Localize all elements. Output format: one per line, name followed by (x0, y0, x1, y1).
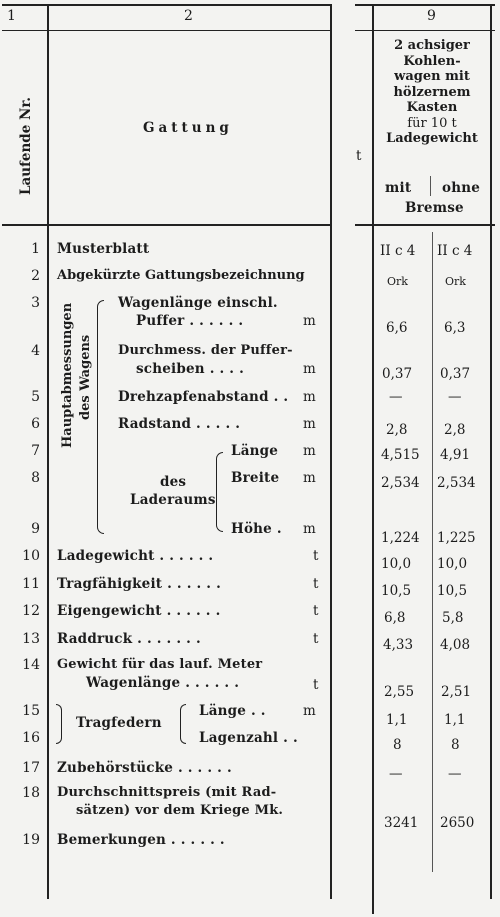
value-mit: 2,8 (386, 422, 408, 438)
row-label: Lagenzahl . . (199, 730, 298, 746)
value-mit: 10,5 (381, 583, 412, 599)
des-wagens-label: des Wagens (78, 334, 93, 420)
row-unit: t (313, 603, 319, 619)
row-label: Musterblatt (57, 241, 150, 257)
col1-right-rule (47, 4, 49, 899)
hauptab-brace (97, 300, 104, 534)
value-ohne: 4,08 (440, 637, 471, 653)
row-label: Breite (231, 470, 280, 486)
col9-title-line: für 10 t (407, 115, 457, 131)
value-mit: II c 4 (380, 243, 416, 259)
col9-title-line: hölzernem (393, 84, 471, 100)
row-label: Abgekürzte Gattungsbezeichnung (57, 268, 305, 283)
row-label: Ladegewicht . . . . . . (57, 548, 214, 564)
row-number: 17 (22, 760, 40, 776)
value-ohne: — (448, 389, 462, 405)
row-label: Zubehörstücke . . . . . . (57, 760, 232, 776)
row-number: 4 (31, 343, 40, 359)
value-mit: 1,1 (386, 712, 408, 728)
row-label: Raddruck . . . . . . . (57, 631, 201, 647)
value-ohne: II c 4 (437, 243, 473, 259)
top-rule-left (2, 4, 332, 6)
row-number: 2 (31, 268, 40, 284)
row-unit: m (303, 443, 316, 459)
top-rule-right (355, 4, 495, 6)
row-label: Höhe . (231, 521, 282, 537)
row-label-cont: Wagenlänge . . . . . . (86, 675, 240, 691)
row-label: Länge (231, 443, 279, 459)
value-ohne: 10,0 (437, 556, 468, 572)
row-unit: m (303, 389, 316, 405)
value-mit: 10,0 (381, 556, 412, 572)
value-mit: — (389, 766, 403, 782)
row-unit: t (313, 631, 319, 647)
row-unit: t (313, 548, 319, 564)
col9-number: 9 (427, 8, 436, 24)
row-label: Gewicht für das lauf. Meter (57, 657, 263, 672)
row-label-cont: Puffer . . . . . . (136, 313, 244, 329)
header-num-rule-left (2, 30, 332, 31)
col9-title-line: Ladegewicht (386, 131, 478, 146)
row-number: 9 (31, 521, 40, 537)
value-ohne: — (448, 766, 462, 782)
col9-title (374, 38, 490, 147)
col9-title-line: Kohlen- (403, 53, 461, 69)
row-number: 8 (31, 470, 40, 486)
value-mit: 0,37 (382, 366, 413, 382)
value-ohne: 2,8 (444, 422, 466, 438)
value-ohne: 6,3 (444, 320, 466, 336)
row-unit: m (303, 470, 316, 486)
value-ohne: 1,1 (444, 712, 466, 728)
col9-right-rule (490, 4, 492, 899)
value-ohne: 10,5 (437, 583, 468, 599)
row-number: 19 (22, 832, 40, 848)
header-bottom-rule-left (2, 224, 332, 226)
col9-title-line: 2 achsiger (394, 38, 470, 53)
row-number: 6 (31, 416, 40, 432)
row-number: 10 (22, 548, 40, 564)
value-ohne: 4,91 (440, 447, 471, 463)
bremse-header: Bremse (405, 200, 464, 216)
row-number: 15 (22, 703, 40, 719)
laderaums-label: Laderaums (130, 492, 216, 508)
row-number: 7 (31, 443, 40, 459)
row-label: Eigengewicht . . . . . . (57, 603, 221, 619)
value-ohne: 2,534 (437, 475, 476, 491)
row-label: Durchmess. der Puffer- (118, 343, 293, 358)
row-unit: m (303, 416, 316, 432)
lfd-nr-header: Laufende Nr. (18, 97, 34, 195)
row-label: Drehzapfenabstand . . (118, 389, 289, 405)
value-mit: 4,33 (383, 637, 414, 653)
value-ohne: 8 (451, 737, 460, 753)
mit-header: mit (385, 180, 412, 196)
laderaum-brace (216, 452, 223, 532)
row-unit: t (313, 677, 319, 693)
value-ohne: 2650 (440, 815, 475, 831)
value-mit: Ork (387, 275, 408, 288)
row-label: Länge . . (199, 703, 266, 719)
tragfedern-label: Tragfedern (76, 715, 162, 731)
value-mit: 8 (393, 737, 402, 753)
value-mit: — (389, 389, 403, 405)
row-label-cont: scheiben . . . . (136, 361, 244, 377)
value-mit: 2,55 (384, 684, 415, 700)
value-mit: 6,6 (386, 320, 408, 336)
row-label: Radstand . . . . . (118, 416, 241, 432)
row-number: 5 (31, 389, 40, 405)
value-ohne: 5,8 (442, 610, 464, 626)
row-number: 3 (31, 295, 40, 311)
col9-title-line: Kasten (406, 100, 458, 115)
row-unit: m (303, 521, 316, 537)
row-number: 1 (31, 241, 40, 257)
col2-right-rule (330, 4, 332, 899)
value-ohne: Ork (445, 275, 466, 288)
value-mit: 4,515 (381, 447, 420, 463)
gattung-header: Gattung (143, 120, 233, 136)
hauptab-label: Hauptabmessungen (60, 302, 75, 448)
col1-number: 1 (7, 8, 16, 24)
row-number: 16 (22, 730, 40, 746)
row-label: Durchschnittspreis (mit Rad- (57, 785, 277, 800)
header-t-mark: t (356, 148, 362, 164)
value-ohne: 1,225 (437, 530, 476, 546)
tragfedern-right-brace (180, 704, 186, 744)
value-mit: 1,224 (381, 530, 420, 546)
value-mit: 2,534 (381, 475, 420, 491)
row-number: 11 (22, 576, 40, 592)
row-unit: t (313, 576, 319, 592)
ohne-header: ohne (442, 180, 481, 196)
value-ohne: 2,51 (441, 684, 472, 700)
row-unit: m (303, 313, 316, 329)
row-label-cont: sätzen) vor dem Kriege Mk. (76, 803, 284, 818)
row-number: 13 (22, 631, 40, 647)
header-bottom-rule-right (355, 224, 495, 226)
col2-number: 2 (184, 8, 193, 24)
row-label: Tragfähigkeit . . . . . . (57, 576, 222, 592)
col9-title-line: wagen mit (394, 69, 470, 84)
row-unit: m (303, 703, 316, 719)
value-ohne: 0,37 (440, 366, 471, 382)
tragfedern-left-brace (56, 704, 62, 744)
col9-split-rule (432, 232, 433, 872)
header-num-rule-right (355, 30, 495, 31)
row-number: 12 (22, 603, 40, 619)
row-unit: m (303, 361, 316, 377)
row-number: 18 (22, 785, 40, 801)
row-number: 14 (22, 657, 40, 673)
col9-split-rule-header (430, 176, 431, 196)
row-label: Wagenlänge einschl. (118, 295, 278, 311)
row-label: Bemerkungen . . . . . . (57, 832, 225, 848)
value-mit: 3241 (384, 815, 419, 831)
des-label: des (160, 474, 187, 490)
value-mit: 6,8 (384, 610, 406, 626)
